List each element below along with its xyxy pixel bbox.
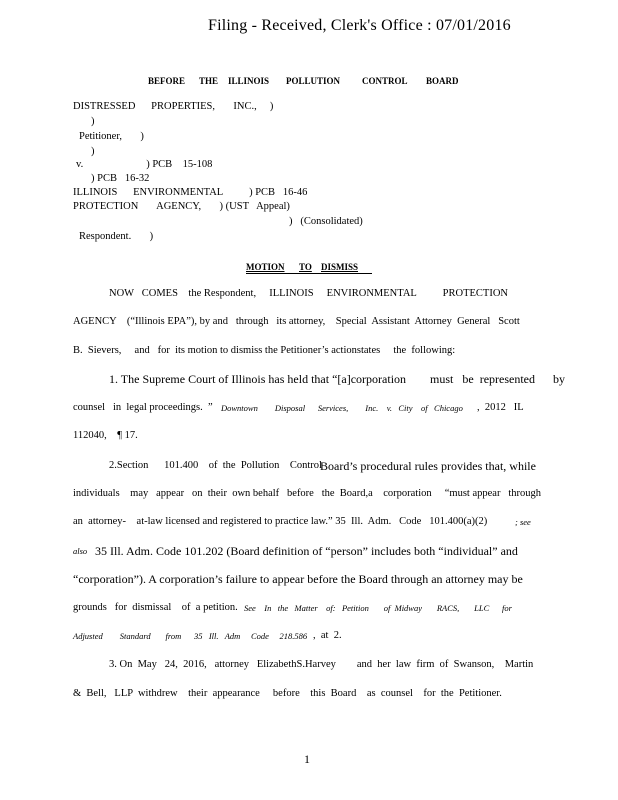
- caption-versus-case-number: v. ) PCB 15-108: [76, 159, 213, 170]
- court-word-illinois: ILLINOIS: [228, 76, 270, 86]
- caption-petitioner-role: Petitioner, ): [79, 131, 144, 142]
- court-word-the: THE: [199, 76, 219, 86]
- caption-case-number: ) PCB 16-32: [91, 173, 150, 184]
- court-word-board: BOARD: [426, 76, 459, 86]
- paragraph-2-line: Board’s procedural rules provides that, while: [320, 459, 536, 473]
- paragraph-2-line: an attorney- at-law licensed and registered to practice law.” 35 Ill. Adm. Code 101.400(a)(2): [73, 516, 488, 527]
- caption-respondent-name-cont: PROTECTION AGENCY, ) (UST Appeal): [73, 201, 290, 212]
- caption-paren: ): [91, 146, 95, 157]
- motion-title-word: MOTION: [246, 262, 285, 272]
- motion-title-word: DISMISS: [321, 262, 359, 272]
- intro-line: NOW COMES the Respondent, ILLINOIS ENVIRONMENTAL PROTECTION: [109, 288, 509, 299]
- citation-signal-italic: also: [73, 546, 88, 556]
- case-citation-italic: See In the Matter of: Petition of Midway RACS, LLC for: [244, 603, 512, 613]
- caption-paren: ): [91, 116, 95, 127]
- citation-signal-italic: ; see: [515, 517, 531, 527]
- paragraph-2-line: 35 Ill. Adm. Code 101.202 (Board definition of “person” includes both “individual” and: [95, 544, 518, 558]
- intro-line: B. Sievers, and for its motion to dismiss the Petitioner’s actionstates the following:: [73, 345, 456, 356]
- caption-consolidated: ) (Consolidated): [289, 216, 363, 227]
- caption-respondent-name: ILLINOIS ENVIRONMENTAL ) PCB 16-46: [73, 187, 308, 198]
- filing-header: Filing - Received, Clerk's Office : 07/01/2016: [208, 17, 511, 34]
- case-citation-italic: Adjusted Standard from 35 Ill. Adm Code 218.586: [73, 631, 308, 641]
- paragraph-1-line: 1. The Supreme Court of Illinois has held that “[a]corporation must be represented by: [109, 372, 565, 386]
- paragraph-2-line: 2.Section 101.400 of the Pollution Control: [109, 460, 322, 471]
- paragraph-1-line: counsel in legal proceedings. ”: [73, 402, 213, 413]
- caption-petitioner-name: DISTRESSED PROPERTIES, INC., ): [73, 101, 274, 112]
- paragraph-3-line: 3. On May 24, 2016, attorney ElizabethS.Harvey and her law firm of Swanson, Martin: [109, 659, 534, 670]
- paragraph-1-line: , 2012 IL: [477, 402, 524, 413]
- page-number: 1: [304, 752, 310, 766]
- paragraph-2-line: individuals may appear on their own behalf before the Board,a corporation “must appear through: [73, 488, 541, 499]
- intro-line: AGENCY (“Illinois EPA”), by and through its attorney, Special Assistant Attorney General Scott: [73, 316, 520, 327]
- court-word-pollution: POLLUTION: [286, 76, 341, 86]
- paragraph-2-line: , at 2.: [313, 630, 342, 641]
- court-word-control: CONTROL: [362, 76, 408, 86]
- paragraph-1-line: 112040, ¶ 17.: [73, 430, 138, 441]
- paragraph-2-line: grounds for dismissal of a petition.: [73, 602, 238, 613]
- motion-title-word: TO: [299, 262, 312, 272]
- motion-title-underline: [246, 273, 372, 274]
- case-citation-italic: Downtown Disposal Services, Inc. v. City of Chicago: [221, 403, 463, 413]
- caption-respondent-role: Respondent. ): [79, 231, 154, 242]
- paragraph-2-line: “corporation”). A corporation’s failure to appear before the Board through an attorney may be: [73, 572, 523, 586]
- paragraph-3-line: & Bell, LLP withdrew their appearance before this Board as counsel for the Petitioner.: [73, 688, 502, 699]
- court-word-before: BEFORE: [148, 76, 186, 86]
